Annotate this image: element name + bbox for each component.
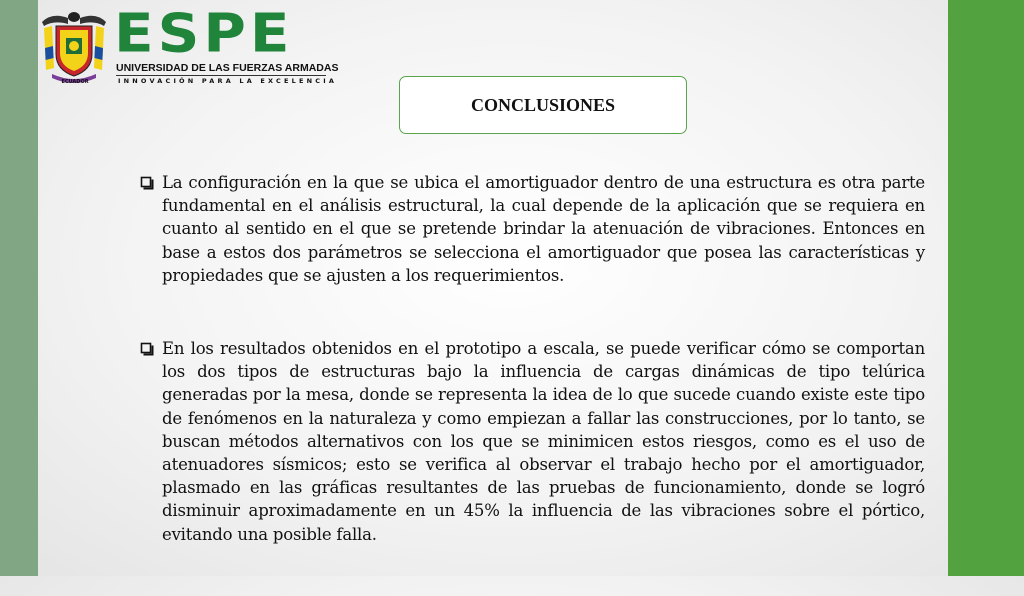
coat-of-arms-icon	[38, 8, 110, 86]
title-box	[399, 76, 687, 134]
bullet-text: La configuración en la que se ubica el amortiguador dentro de una estructura es otra parte fundamental en el análisis estructural, la cual depende de la aplicación que se requiera en cuanto al sentido en el que se pretende brindar la atenuación de vibraciones. Entonces en base a estos dos parámetros se selecciona el amortiguador que posea las características y propiedades que se ajusten a los requerimientos.	[162, 173, 925, 285]
left-accent-bar	[0, 0, 38, 576]
university-name: UNIVERSIDAD DE LAS FUERZAS ARMADAS	[116, 62, 339, 74]
logo-divider	[116, 75, 326, 76]
espe-logo	[38, 1, 339, 88]
bullet-item	[140, 337, 925, 546]
checkbox-bullet-icon	[140, 337, 162, 360]
right-accent-bar	[948, 0, 1024, 576]
slide-content	[140, 171, 925, 596]
shield-caption: ECUADOR	[61, 79, 89, 85]
brand-name: ESPE	[114, 1, 294, 65]
bullet-text: En los resultados obtenidos en el prototipo a escala, se puede verificar cómo se comportan los dos tipos de estructuras bajo la influencia de cargas dinámicas de tipo telúrica generadas por la mesa, donde se representa la idea de lo que sucede cuando existe este tipo de fenómenos en la naturaleza y como empiezan a fallar las construcciones, por lo tanto, se buscan métodos alternativos con los que se minimicen estos riesgos, como es el uso de atenuadores sísmicos; esto se verifica al observar el trabajo hecho por el amortiguador, plasmado en las gráficas resultantes de las pruebas de funcionamiento, donde se logró disminuir aproximadamente en un 45% la influencia de las vibraciones sobre el pórtico, evitando una posible falla.	[162, 339, 925, 544]
university-motto: INNOVACIÓN PARA LA EXCELENCIA	[118, 77, 338, 85]
bullet-item	[140, 171, 925, 287]
checkbox-bullet-icon	[140, 171, 162, 194]
slide-title: CONCLUSIONES	[470, 94, 616, 115]
